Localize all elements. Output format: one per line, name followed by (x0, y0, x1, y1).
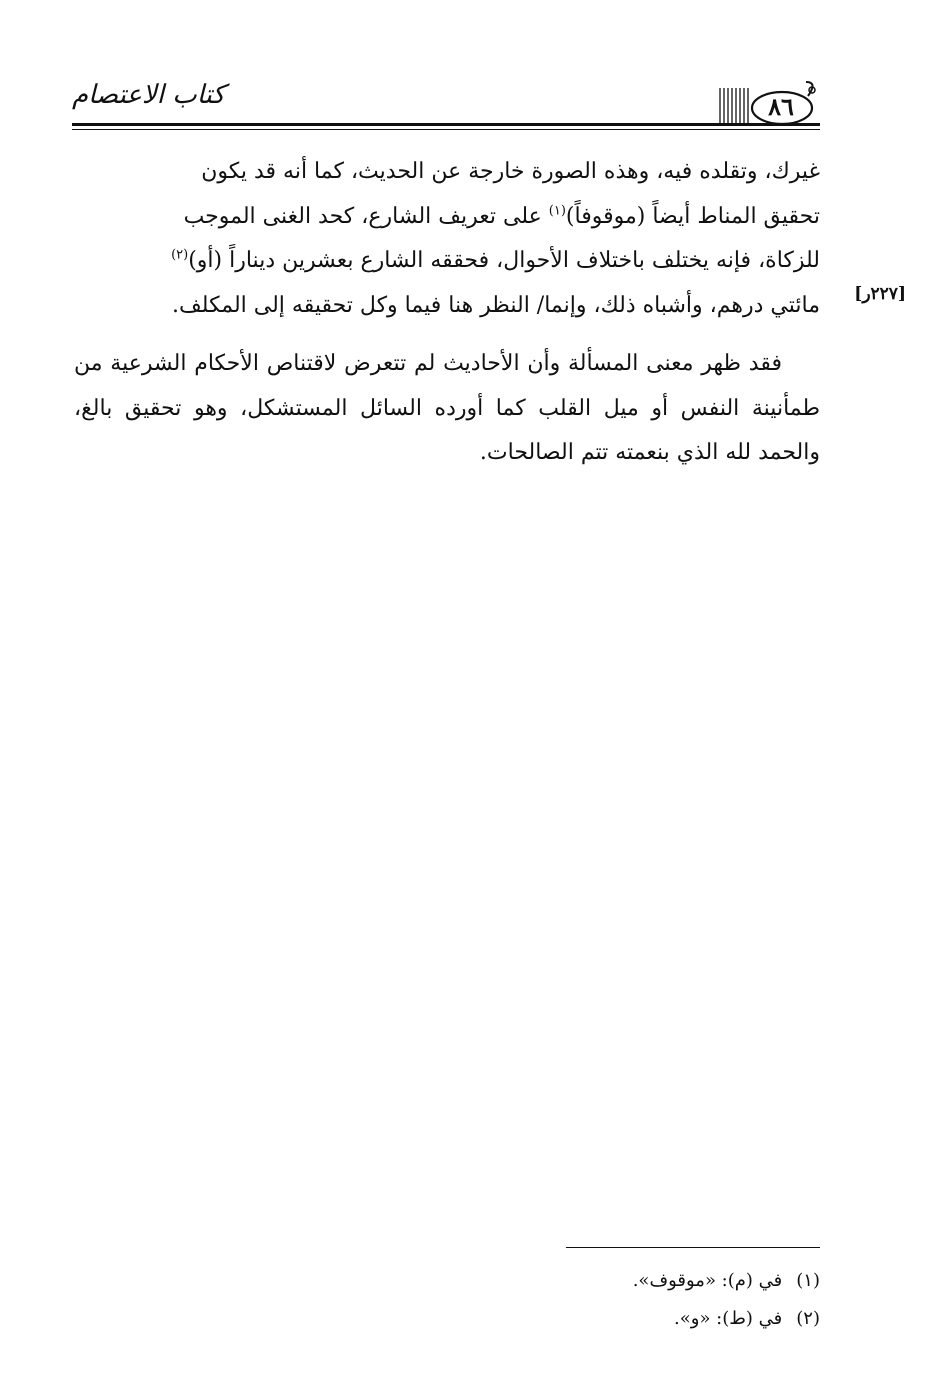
footnote-number: (١) (796, 1270, 820, 1291)
header-rule (72, 123, 820, 126)
main-text (74, 150, 820, 476)
text-line: الشرعية من طمأنينة النفس أو ميل القلب كما أورده السائل المستشكل، وهو (74, 351, 821, 421)
header-rule-thin (72, 129, 820, 130)
text-line (74, 239, 820, 284)
text-line: مائتي درهم، وأشباه ذلك، وإنما/ النظر هنا فيما وكل تحقيقه إلى المكلف. (172, 292, 820, 318)
text-segment: على تعريف الشارع، كحد الغنى الموجب (183, 203, 542, 229)
footnote-marker: (١) (548, 203, 566, 219)
running-title: كتاب الاعتصام (72, 80, 225, 110)
text-segment: تحقيق المناط أيضاً (موقوفاً) (565, 203, 820, 229)
footnote (420, 1262, 820, 1300)
manuscript-folio-marker: [٢٢٧ر] (854, 284, 906, 304)
paragraph-1 (74, 150, 820, 328)
text-segment: للزكاة، فإنه يختلف باختلاف الأحوال، فحققه الشارع بعشرين ديناراً (أو) (188, 248, 820, 273)
paragraph-2 (74, 342, 820, 476)
footnote-text: في (ط): «و». (674, 1308, 783, 1329)
footnote-marker: (٢) (171, 247, 189, 263)
text-line: غيرك، وتقلده فيه، وهذه الصورة خارجة عن الحديث، كما أنه قد يكون (201, 159, 820, 184)
footnote-separator (566, 1247, 820, 1248)
footnote-number: (٢) (796, 1308, 820, 1329)
page-number: ٨٦ (768, 92, 794, 121)
footnote-text: في (م): «موقوف». (632, 1270, 783, 1291)
text-line: تحقيق بالغ، والحمد لله الذي بنعمته تتم الصالحات. (74, 395, 820, 465)
text-line: فقد ظهر معنى المسألة وأن الأحاديث لم تتعرض لاقتناص الأحكام (194, 351, 782, 376)
text-line (74, 195, 820, 240)
footnote (420, 1300, 820, 1338)
footnotes (420, 1262, 820, 1338)
